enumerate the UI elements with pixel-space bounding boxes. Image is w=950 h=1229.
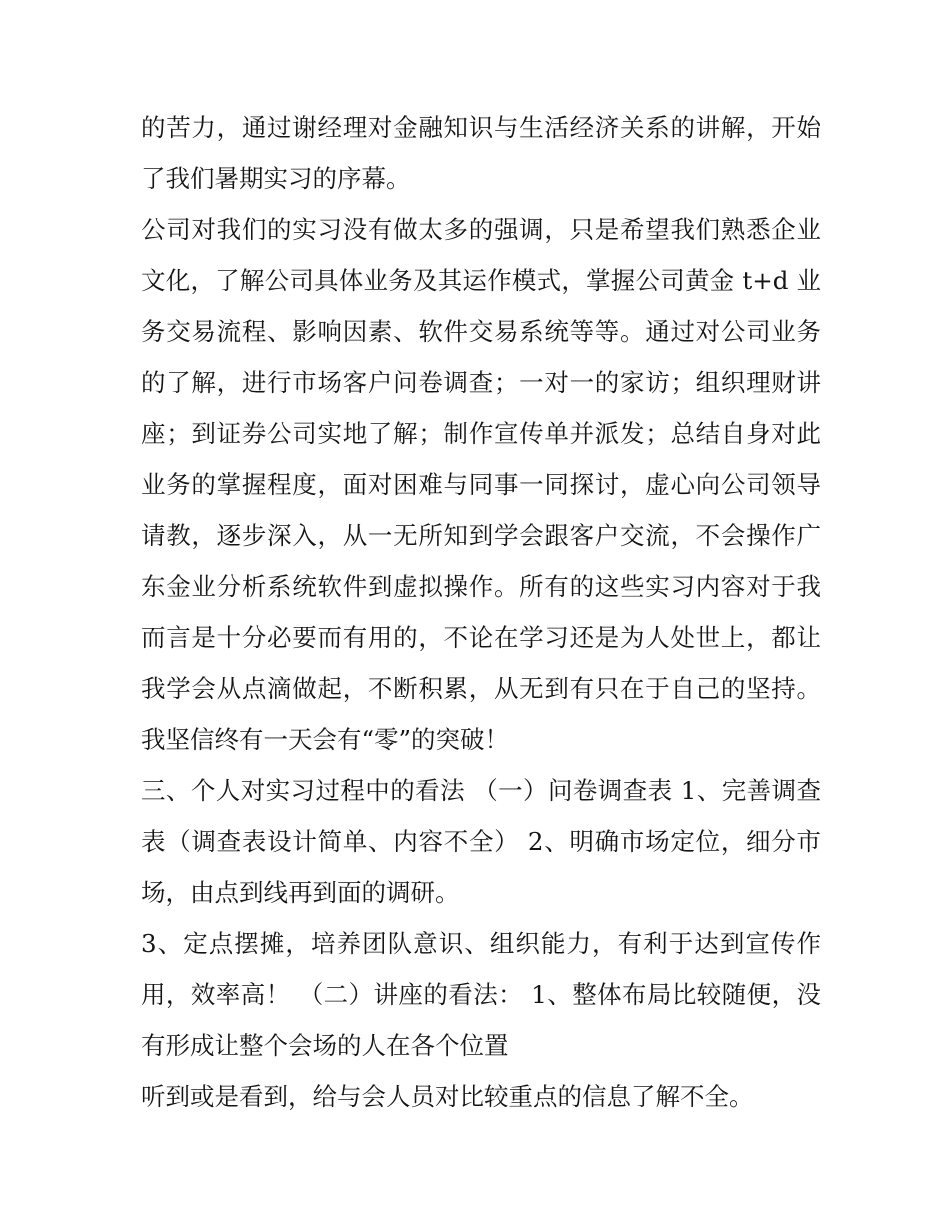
text-line: 业务的掌握程度，面对困难与同事一同探讨，虚心向公司领导 <box>141 470 821 499</box>
text-line: 表（调查表设计简单、内容不全） 2、明确市场定位，细分市 <box>141 827 821 856</box>
text-line: 请教，逐步深入，从一无所知到学会跟客户交流，不会操作广 <box>141 521 821 550</box>
document-body <box>141 102 821 1122</box>
text-line: 公司对我们的实习没有做太多的强调，只是希望我们熟悉企业 <box>141 215 821 244</box>
text-line: 我坚信终有一天会有“零”的突破！ <box>141 725 510 754</box>
text-line: 三、个人对实习过程中的看法 （一）问卷调查表 1、完善调查 <box>141 776 821 805</box>
text-line: 听到或是看到，给与会人员对比较重点的信息了解不全。 <box>141 1082 754 1111</box>
text-line: 东金业分析系统软件到虚拟操作。所有的这些实习内容对于我 <box>141 572 821 601</box>
text-line: 用，效率高！ （二）讲座的看法： 1、整体布局比较随便，没 <box>141 980 821 1009</box>
text-line: 文化，了解公司具体业务及其运作模式，掌握公司黄金 t+d 业 <box>141 266 821 295</box>
text-line: 场，由点到线再到面的调研。 <box>141 878 460 907</box>
text-line: 而言是十分必要而有用的，不论在学习还是为人处世上，都让 <box>141 623 821 652</box>
text-line: 了我们暑期实习的序幕。 <box>141 164 411 193</box>
text-line: 的了解，进行市场客户问卷调查；一对一的家访；组织理财讲 <box>141 368 821 397</box>
text-line: 的苦力，通过谢经理对金融知识与生活经济关系的讲解，开始 <box>141 113 821 142</box>
text-line: 务交易流程、影响因素、软件交易系统等等。通过对公司业务 <box>141 317 821 346</box>
text-line: 有形成让整个会场的人在各个位置 <box>141 1031 509 1060</box>
text-line: 座；到证券公司实地了解；制作宣传单并派发；总结自身对此 <box>141 419 821 448</box>
text-line: 3、定点摆摊，培养团队意识、组织能力，有利于达到宣传作 <box>141 929 821 958</box>
text-line: 我学会从点滴做起，不断积累，从无到有只在于自己的坚持。 <box>141 674 821 703</box>
